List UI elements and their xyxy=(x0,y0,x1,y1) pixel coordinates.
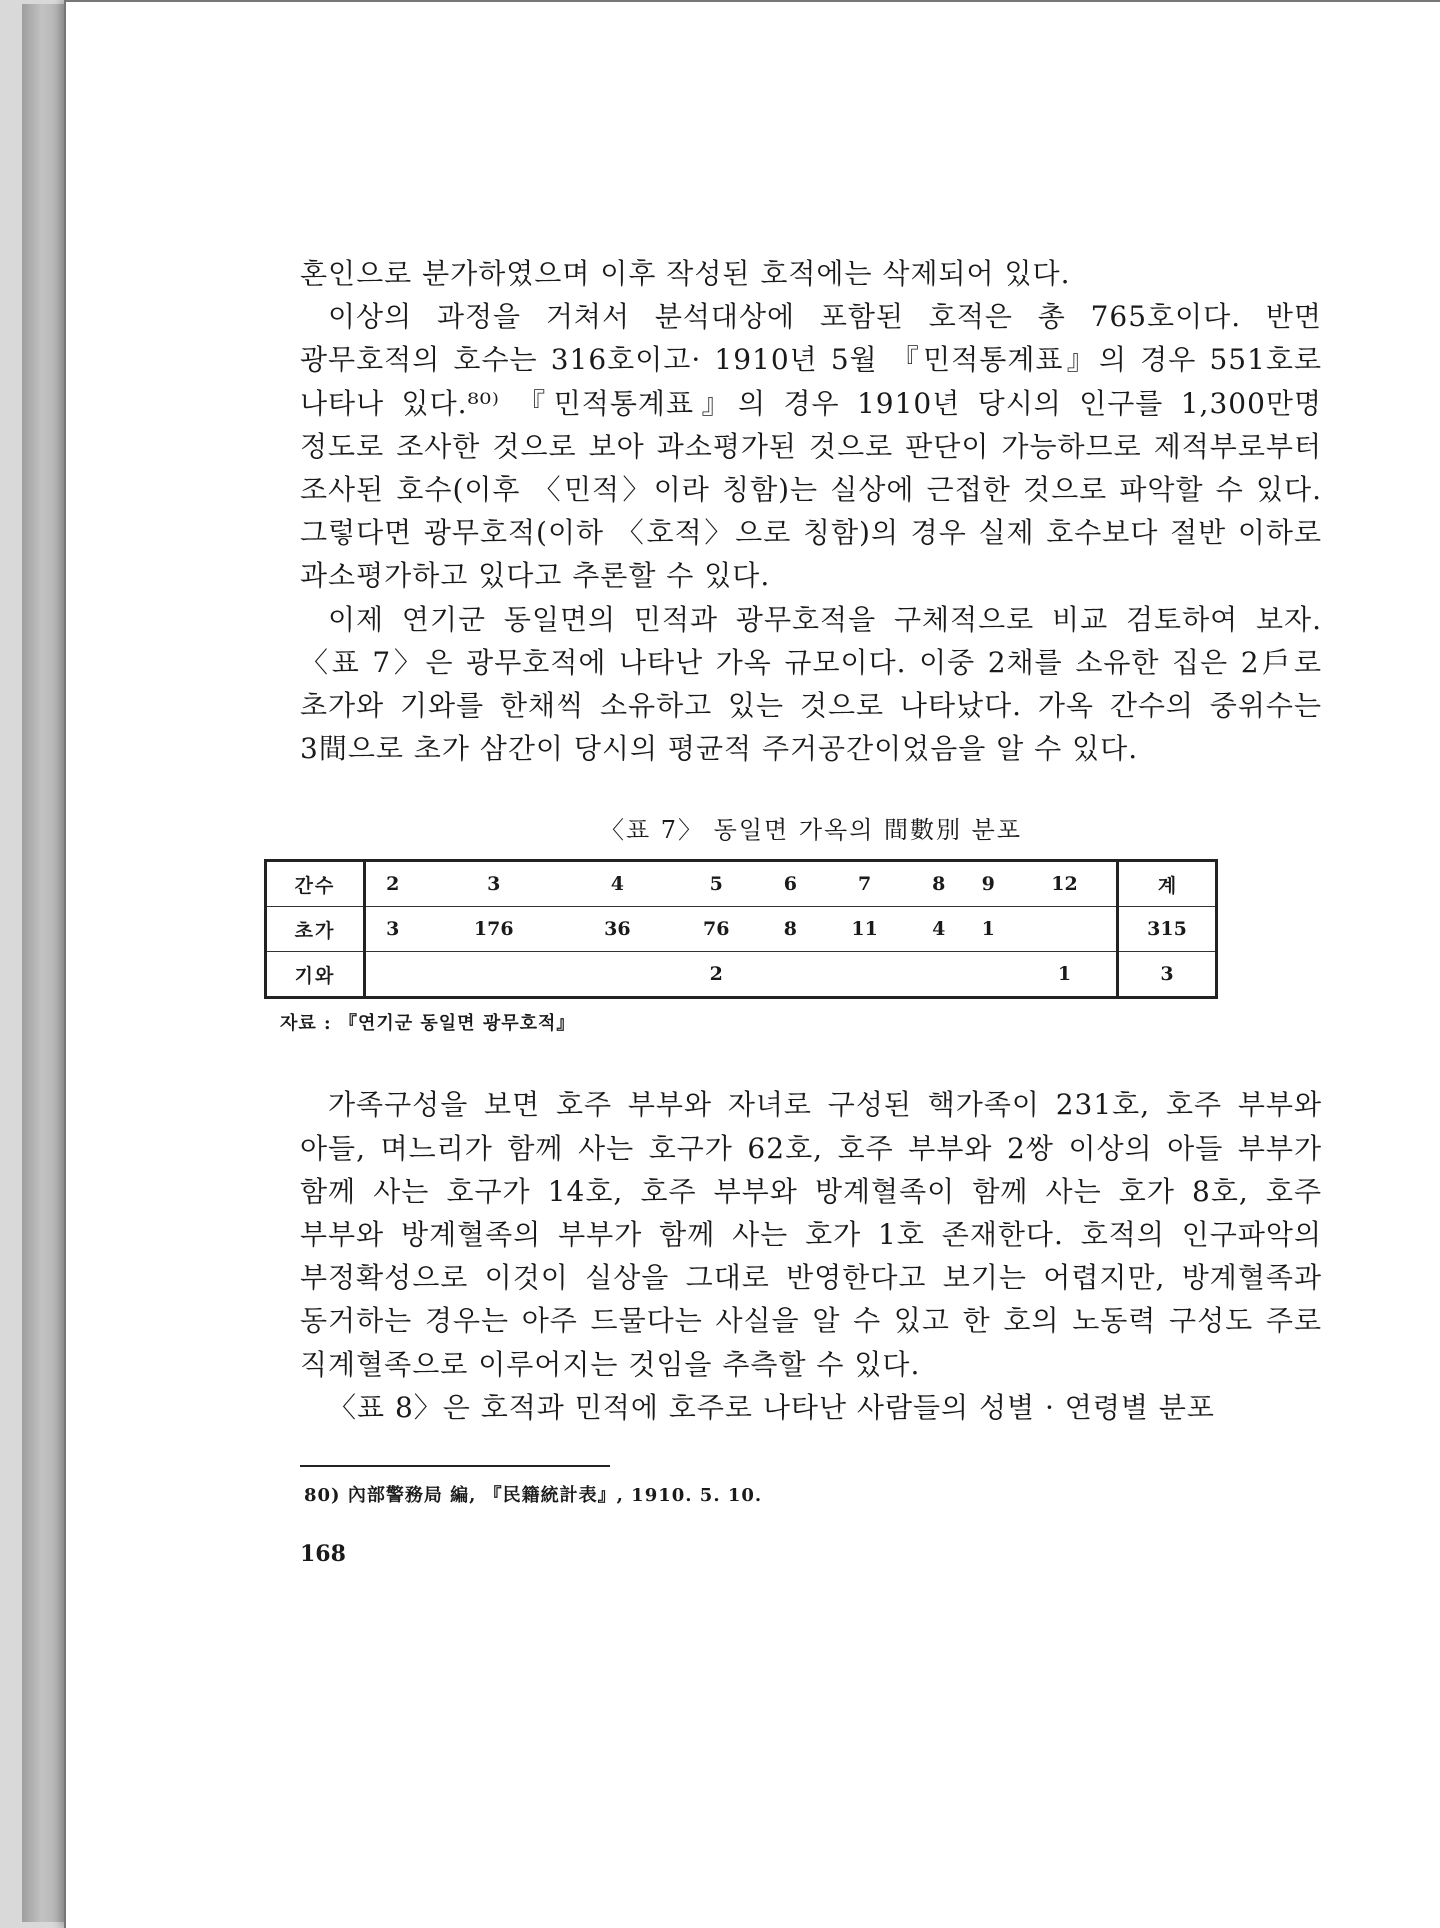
table-cell: 2 xyxy=(667,952,766,998)
table-cell xyxy=(365,952,420,998)
table-cell: 4 xyxy=(914,907,963,952)
table-cell xyxy=(766,952,815,998)
column-header: 9 xyxy=(981,873,995,896)
row-label: 초가 xyxy=(266,907,365,952)
table-row-thatched xyxy=(266,907,1217,952)
table-source: 자료 : 『연기군 동일면 광무호적』 xyxy=(280,1013,576,1035)
table-cell: 11 xyxy=(815,907,914,952)
paragraph-3: 이제 연기군 동일면의 민적과 광무호적을 구체적으로 비교 검토하여 보자. 〈표 7〉은 광무호적에 나타난 가옥 규모이다. 이중 2채를 소유한 집은 2戶로 초가와 기와를 한채씩 소유하고 있는 것으로 나타났다. 가옥 간수의 중위수는 3間으로 초가 삼간이 당시의 평균적 주거공간이었음을 알 수 있다. xyxy=(300,602,1322,766)
page-number: 168 xyxy=(300,1541,346,1568)
table-cell xyxy=(1013,907,1118,952)
table-header-row xyxy=(266,861,1217,907)
footnote-80: 80) 內部警務局 編, 『民籍統計表』, 1910. 5. 10. xyxy=(304,1485,763,1507)
column-header: 6 xyxy=(783,873,797,896)
table-cell: 76 xyxy=(667,907,766,952)
paragraph-4: 가족구성을 보면 호주 부부와 자녀로 구성된 핵가족이 231호, 호주 부부와 아들, 며느리가 함께 사는 호구가 62호, 호주 부부와 2쌍 이상의 아들 부부가 함께 사는 호구가 14호, 호주 부부와 방계혈족이 함께 사는 호가 8호, 호주 부부와 방계혈족의 부부가 함께 사는 호가 1호 존재한다. 호적의 인구파악의 부정확성으로 이것이 실상을 그대로 반영한다고 보기는 어렵지만, 방계혈족과 동거하는 경우는 아주 드물다는 사실을 알 수 있고 한 호의 노동력 구성도 주로 직계혈족으로 이루어지는 것임을 추측할 수 있다. xyxy=(300,1088,1322,1381)
table-cell: 3 xyxy=(365,907,420,952)
row-total: 3 xyxy=(1118,952,1217,998)
row-label: 기와 xyxy=(266,952,365,998)
table-7-block xyxy=(280,810,1322,1035)
column-header: 12 xyxy=(1051,873,1078,896)
house-size-table xyxy=(264,859,1218,999)
book-page xyxy=(64,0,1440,1928)
column-header: 3 xyxy=(487,873,501,896)
paragraph-5: 〈표 8〉은 호적과 민적에 호주로 나타난 사람들의 성별 · 연령별 분포 xyxy=(328,1390,1215,1424)
column-header: 8 xyxy=(932,873,946,896)
table-cell xyxy=(420,952,568,998)
table-title: 〈표 7〉 동일면 가옥의 間數別 분포 xyxy=(599,816,1023,845)
column-header: 5 xyxy=(709,873,723,896)
table-cell: 1 xyxy=(963,907,1012,952)
column-header: 4 xyxy=(610,873,624,896)
row-total: 315 xyxy=(1118,907,1217,952)
total-header: 계 xyxy=(1118,861,1217,907)
column-header: 7 xyxy=(857,873,872,896)
after-table-text xyxy=(300,1083,1322,1429)
page-content xyxy=(280,252,1322,1568)
paragraph-1: 혼인으로 분가하였으며 이후 작성된 호적에는 삭제되어 있다. xyxy=(300,257,1071,290)
header-label: 간수 xyxy=(266,861,365,907)
table-cell: 176 xyxy=(420,907,568,952)
table-cell xyxy=(568,952,667,998)
table-cell xyxy=(815,952,914,998)
table-cell: 1 xyxy=(1013,952,1118,998)
footnote-divider xyxy=(300,1465,610,1467)
column-header: 2 xyxy=(386,873,400,896)
table-cell xyxy=(914,952,963,998)
book-spine xyxy=(22,4,67,1922)
table-cell: 36 xyxy=(568,907,667,952)
table-cell: 8 xyxy=(766,907,815,952)
paragraph-2: 이상의 과정을 거쳐서 분석대상에 포함된 호적은 총 765호이다. 반면 광무호적의 호수는 316호이고· 1910년 5월 『민적통계표』의 경우 551호로 나타나 있다.⁸⁰⁾ 『민적통계표』의 경우 1910년 당시의 인구를 1,300만명 정도로 조사한 것으로 보아 과소평가된 것으로 판단이 가능하므로 제적부로부터 조사된 호수(이후 〈민적〉이라 칭함)는 실상에 근접한 것으로 파악할 수 있다. 그렇다면 광무호적(이하 〈호적〉으로 칭함)의 경우 실제 호수보다 절반 이하로 과소평가하고 있다고 추론할 수 있다. xyxy=(300,300,1322,593)
table-cell xyxy=(963,952,1012,998)
table-row-tiled xyxy=(266,952,1217,998)
